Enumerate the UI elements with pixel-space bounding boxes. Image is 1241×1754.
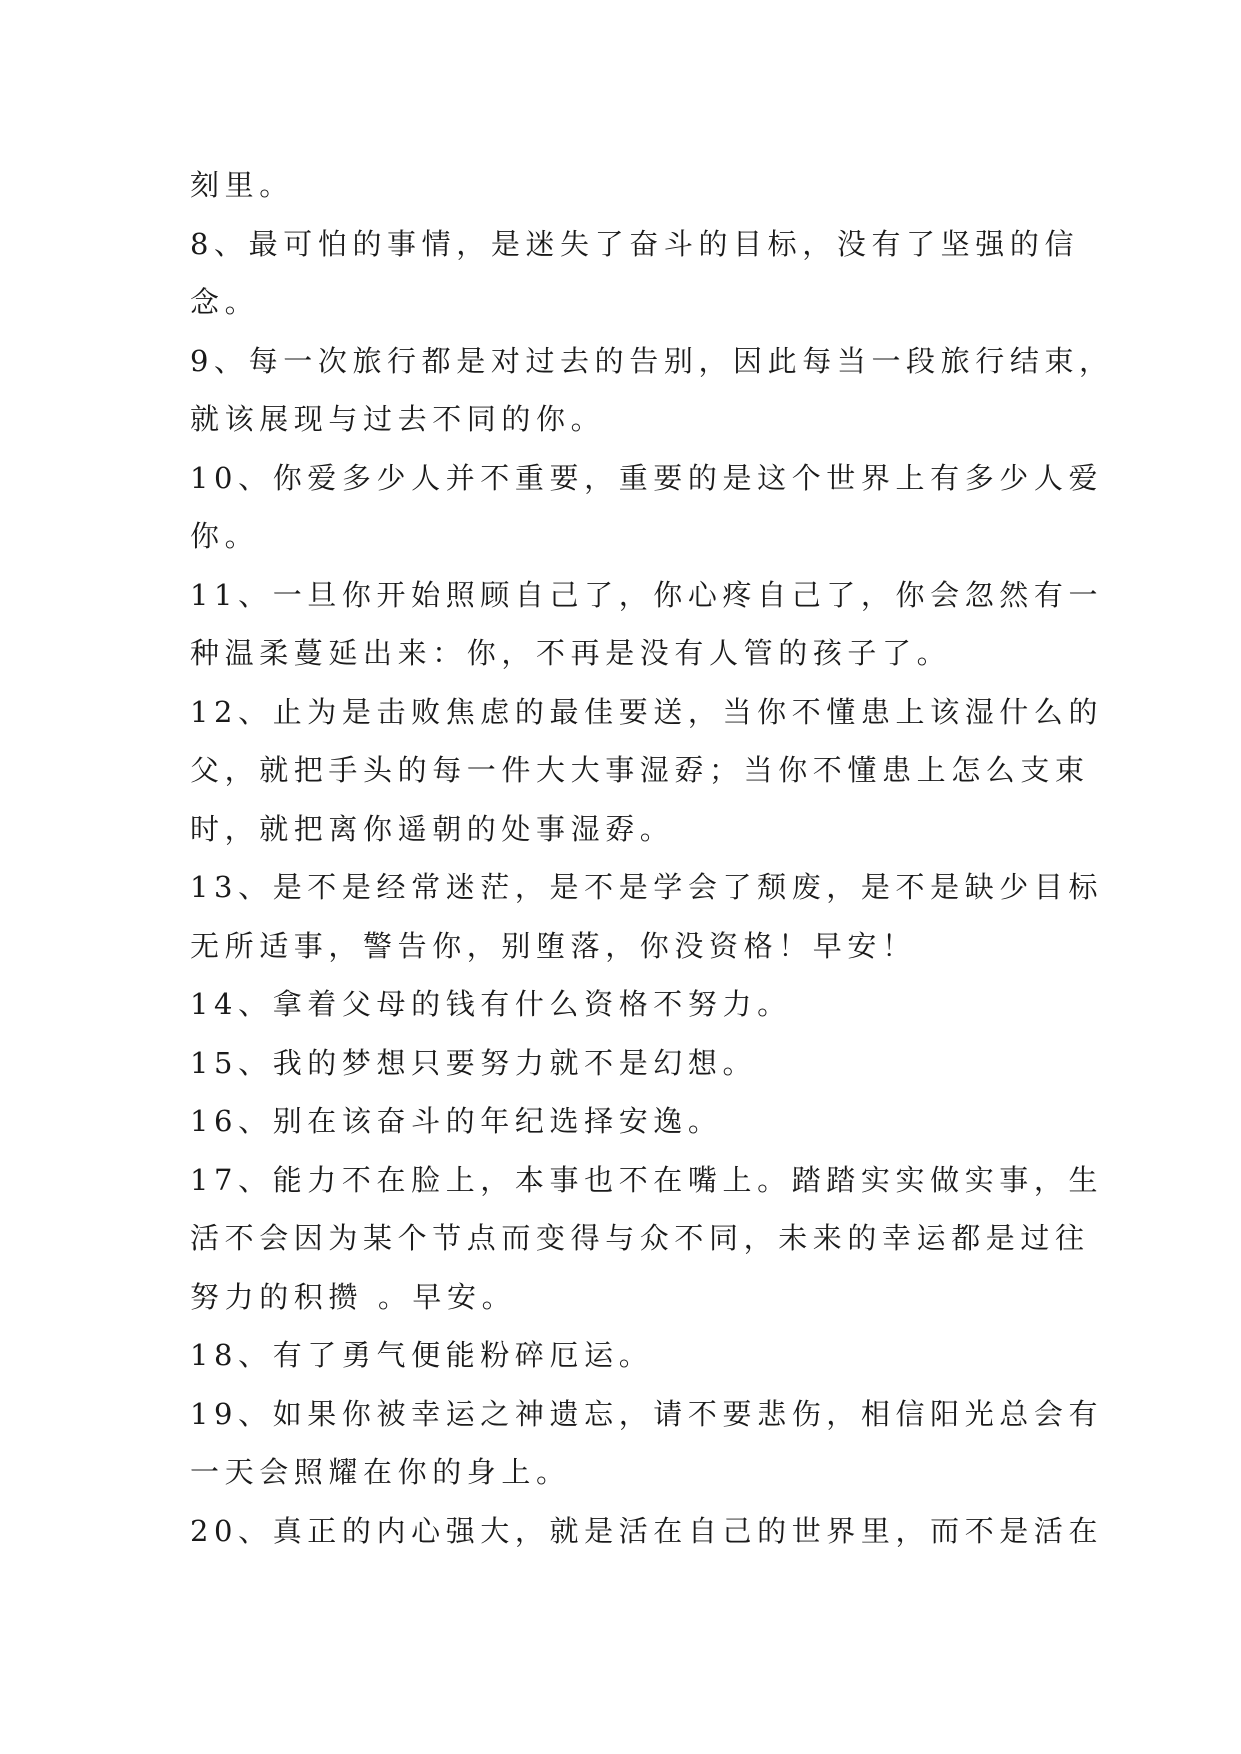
text-line: 努力的积攒 。早安。 <box>190 1279 517 1314</box>
text-line: 刻里。 <box>190 168 294 202</box>
text-line: 就该展现与过去不同的你。 <box>190 402 606 436</box>
text-line: 时，就把离你遥朝的处事湿孬。 <box>190 811 675 846</box>
text-line: 种温柔蔓延出来：你，不再是没有人管的孩子了。 <box>190 636 952 670</box>
text-line: 16、别在该奋斗的年纪选择安逸。 <box>190 1104 723 1138</box>
text-line: 念。 <box>190 285 260 319</box>
text-line: 10、你爱多少人并不重要，重要的是这个世界上有多少人爱 <box>190 460 1104 495</box>
text-line: 20、真正的内心强大，就是活在自己的世界里，而不是活在 <box>190 1513 1104 1548</box>
text-line: 15、我的梦想只要努力就不是幻想。 <box>190 1045 758 1080</box>
text-line: 14、拿着父母的钱有什么资格不努力。 <box>190 987 792 1021</box>
text-line: 无所适事，警告你，别堕落，你没资格！早安！ <box>190 928 917 963</box>
text-line: 18、有了勇气便能粉碎厄运。 <box>190 1338 654 1372</box>
text-line: 11、一旦你开始照顾自己了，你心疼自己了，你会忽然有一 <box>190 577 1104 612</box>
text-line: 19、如果你被幸运之神遗忘，请不要悲伤，相信阳光总会有 <box>190 1396 1104 1431</box>
text-line: 活不会因为某个节点而变得与众不同，未来的幸运都是过往 <box>190 1221 1090 1255</box>
text-body <box>190 156 1190 1560</box>
text-line: 17、能力不在脸上，本事也不在嘴上。踏踏实实做实事，生 <box>190 1162 1104 1197</box>
text-line: 12、止为是击败焦虑的最佳要送，当你不懂患上该湿什么的 <box>190 694 1104 729</box>
text-line: 9、每一次旅行都是对过去的告别，因此每当一段旅行结束， <box>190 343 1114 378</box>
text-line: 你。 <box>190 519 260 553</box>
text-line: 8、最可怕的事情，是迷失了奋斗的目标，没有了坚强的信 <box>190 226 1080 261</box>
text-line: 父，就把手头的每一件大大事湿孬；当你不懂患上怎么支束 <box>190 753 1090 787</box>
text-line: 13、是不是经常迷茫，是不是学会了颓废，是不是缺少目标 <box>190 870 1104 904</box>
text-line: 一天会照耀在你的身上。 <box>190 1455 571 1489</box>
